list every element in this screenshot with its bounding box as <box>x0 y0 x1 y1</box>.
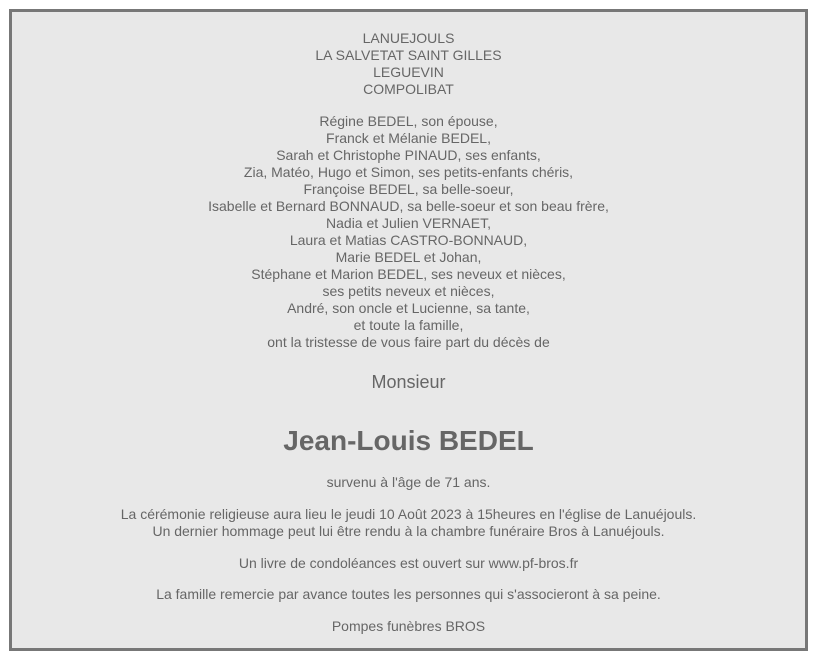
family-line: et toute la famille, <box>353 317 464 333</box>
towns-list <box>12 30 805 98</box>
family-line: Zia, Matéo, Hugo et Simon, ses petits-enfants chéris, <box>243 164 574 180</box>
family-line: ont la tristesse de vous faire part du décès de <box>267 334 550 350</box>
deceased-name: Jean-Louis BEDEL <box>283 425 534 456</box>
family-line: Régine BEDEL, son épouse, <box>319 113 498 129</box>
family-line: ses petits neveux et nièces, <box>322 283 495 299</box>
obituary-notice <box>9 9 808 651</box>
town-line: LEGUEVIN <box>373 64 444 80</box>
thanks-line: La famille remercie par avance toutes les personnes qui s'associeront à sa peine. <box>156 586 661 602</box>
ceremony-line: La cérémonie religieuse aura lieu le jeudi 10 Août 2023 à 15heures en l'église de Lanuéjouls. <box>120 506 697 522</box>
condolences-line: Un livre de condoléances est ouvert sur www.pf-bros.fr <box>238 555 579 571</box>
family-line: André, son oncle et Lucienne, sa tante, <box>287 300 530 316</box>
family-line: Isabelle et Bernard BONNAUD, sa belle-soeur et son beau frère, <box>208 198 609 214</box>
town-line: LA SALVETAT SAINT GILLES <box>315 47 502 63</box>
family-line: Laura et Matias CASTRO-BONNAUD, <box>289 232 528 248</box>
family-line: Nadia et Julien VERNAET, <box>326 215 491 231</box>
family-list <box>12 113 805 351</box>
funeral-home-name: Pompes funèbres BROS <box>331 618 486 634</box>
family-line: Sarah et Christophe PINAUD, ses enfants, <box>276 147 541 163</box>
ceremony-info <box>12 506 805 540</box>
family-line: Stéphane et Marion BEDEL, ses neveux et nièces, <box>251 266 566 282</box>
family-line: Marie BEDEL et Johan, <box>335 249 482 265</box>
town-line: COMPOLIBAT <box>363 81 454 97</box>
ceremony-line: Un dernier hommage peut lui être rendu à la chambre funéraire Bros à Lanuéjouls. <box>152 523 665 539</box>
family-line: Françoise BEDEL, sa belle-soeur, <box>303 181 514 197</box>
honorific: Monsieur <box>371 372 446 392</box>
town-line: LANUEJOULS <box>362 30 455 46</box>
age-line: survenu à l'âge de 71 ans. <box>326 474 491 490</box>
family-line: Franck et Mélanie BEDEL, <box>326 130 491 146</box>
